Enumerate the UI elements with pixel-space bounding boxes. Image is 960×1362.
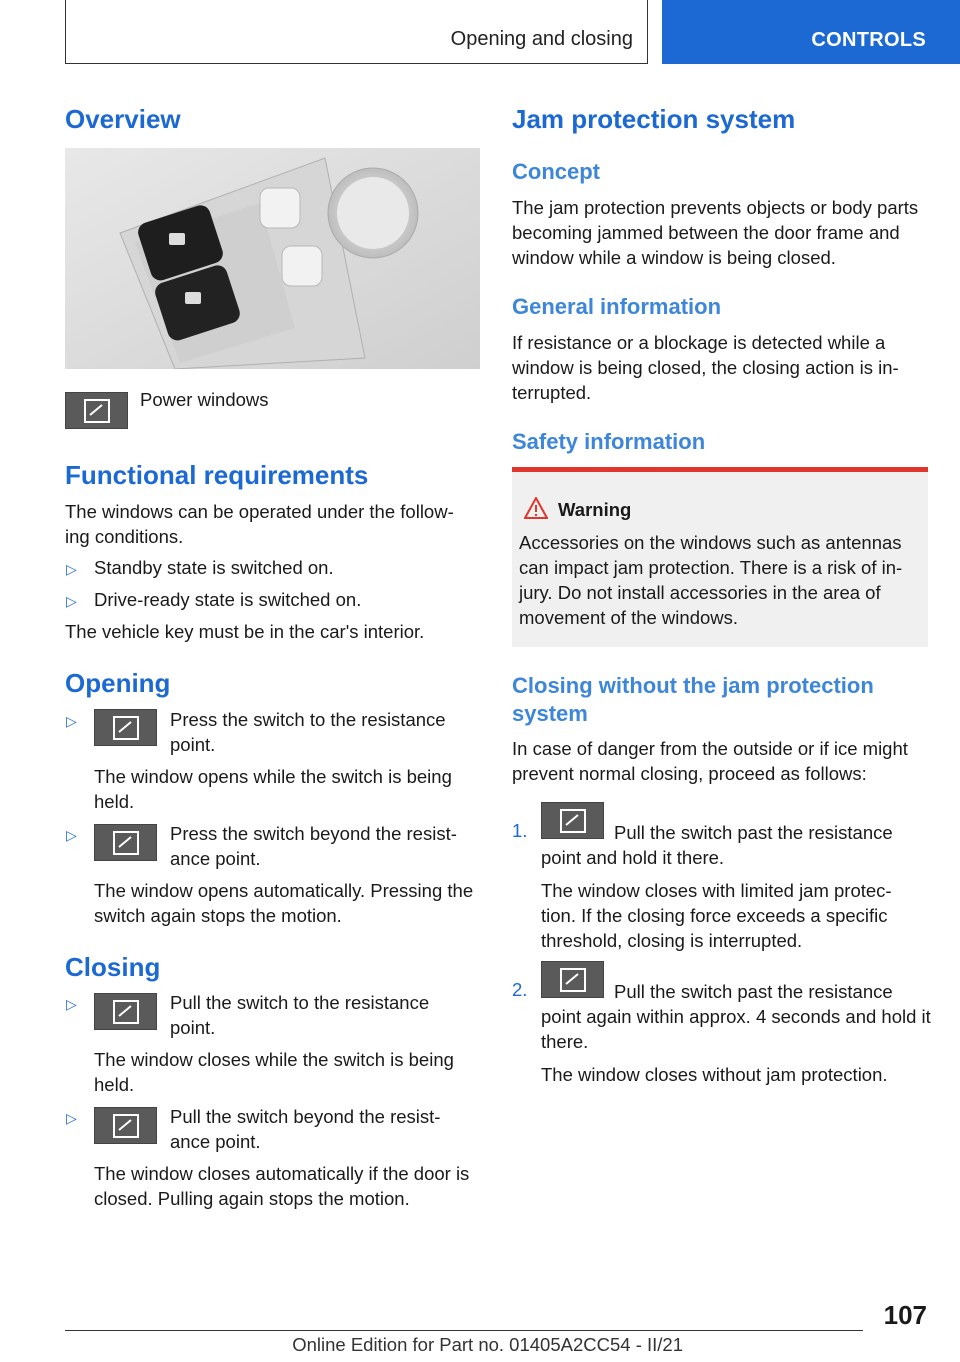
window-switch-icon (94, 824, 157, 861)
footer-divider (65, 1330, 863, 1331)
func-bullet: Standby state is switched on. (94, 557, 334, 578)
step-number: 1. (512, 820, 528, 841)
window-switch-icon (94, 709, 157, 746)
power-window-photo (65, 148, 480, 369)
step-text: Pull the switch past the resistance point and hold it there. (541, 822, 893, 868)
func-note: The vehicle key must be in the car's interior. (65, 621, 425, 642)
header-section-box (65, 0, 648, 64)
closing-item-text: Pull the switch to the resistance point. (170, 992, 430, 1038)
window-switch-icon (65, 392, 128, 429)
closing-item-text: Pull the switch beyond the resist-ance point. (170, 1106, 441, 1152)
functional-requirements-title: Functional requirements (65, 460, 369, 490)
jam-protection-title: Jam protection system (512, 104, 796, 134)
header-section-title: Opening and closing (450, 28, 633, 50)
overview-title: Overview (65, 104, 181, 134)
header-chapter-label: CONTROLS (811, 29, 926, 51)
functional-requirements-text: The windows can be operated under the follow-ing conditions. (65, 501, 454, 547)
closing-item-sub: The window closes while the switch is being held. (94, 1049, 454, 1095)
closing-title: Closing (65, 952, 161, 982)
bullet-icon: ▷ (66, 561, 77, 577)
general-info-title: General information (512, 294, 722, 319)
opening-item-sub: The window opens automatically. Pressing the switch again stops the motion. (94, 880, 474, 926)
step-number: 2. (512, 979, 528, 1000)
window-switch-icon (94, 1107, 157, 1144)
concept-text: The jam protection prevents objects or body parts becoming jammed between the door frame and window while a window is being closed. (512, 197, 919, 268)
closing-without-title: Closing without the jam protection system (512, 673, 874, 726)
step-text: Pull the switch past the resistance point again within approx. 4 seconds and hold it there. (541, 981, 931, 1052)
warning-label: Warning (558, 499, 632, 520)
bullet-icon: ▷ (66, 827, 77, 843)
window-switch-icon (94, 993, 157, 1030)
opening-item-text: Press the switch beyond the resist-ance point. (170, 823, 457, 869)
opening-item-sub: The window opens while the switch is being held. (94, 766, 452, 812)
safety-info-title: Safety information (512, 429, 706, 454)
closing-without-text: In case of danger from the outside or if ice might prevent normal closing, proceed as follows: (512, 738, 908, 784)
bullet-icon: ▷ (66, 1110, 77, 1126)
bullet-icon: ▷ (66, 713, 77, 729)
concept-title: Concept (512, 159, 600, 184)
bullet-icon: ▷ (66, 593, 77, 609)
page-number: 107 (883, 1300, 927, 1330)
closing-item-sub: The window closes automatically if the door is closed. Pulling again stops the motion. (94, 1163, 470, 1209)
func-bullet: Drive-ready state is switched on. (94, 589, 362, 610)
general-info-text: If resistance or a blockage is detected while a window is being closed, the closing action is in-terrupted. (512, 332, 899, 403)
step-sub: The window closes with limited jam protec-tion. If the closing force exceeds a specific threshold, closing is interrupted. (541, 880, 892, 951)
step-sub: The window closes without jam protection. (541, 1064, 888, 1085)
photo-caption: Power windows (140, 389, 269, 410)
opening-title: Opening (65, 668, 171, 698)
footer-edition: Online Edition for Part no. 01405A2CC54 - II/21 (292, 1334, 683, 1355)
warning-text: Accessories on the windows such as antennas can impact jam protection. There is a risk of in-jury. Do not install accessories in the area of movement of the windows. (519, 532, 903, 628)
header-chapter-tab (662, 0, 960, 64)
opening-item-text: Press the switch to the resistance point. (170, 709, 446, 755)
bullet-icon: ▷ (66, 996, 77, 1012)
warning-box (512, 467, 928, 647)
warning-triangle-icon (524, 497, 548, 519)
